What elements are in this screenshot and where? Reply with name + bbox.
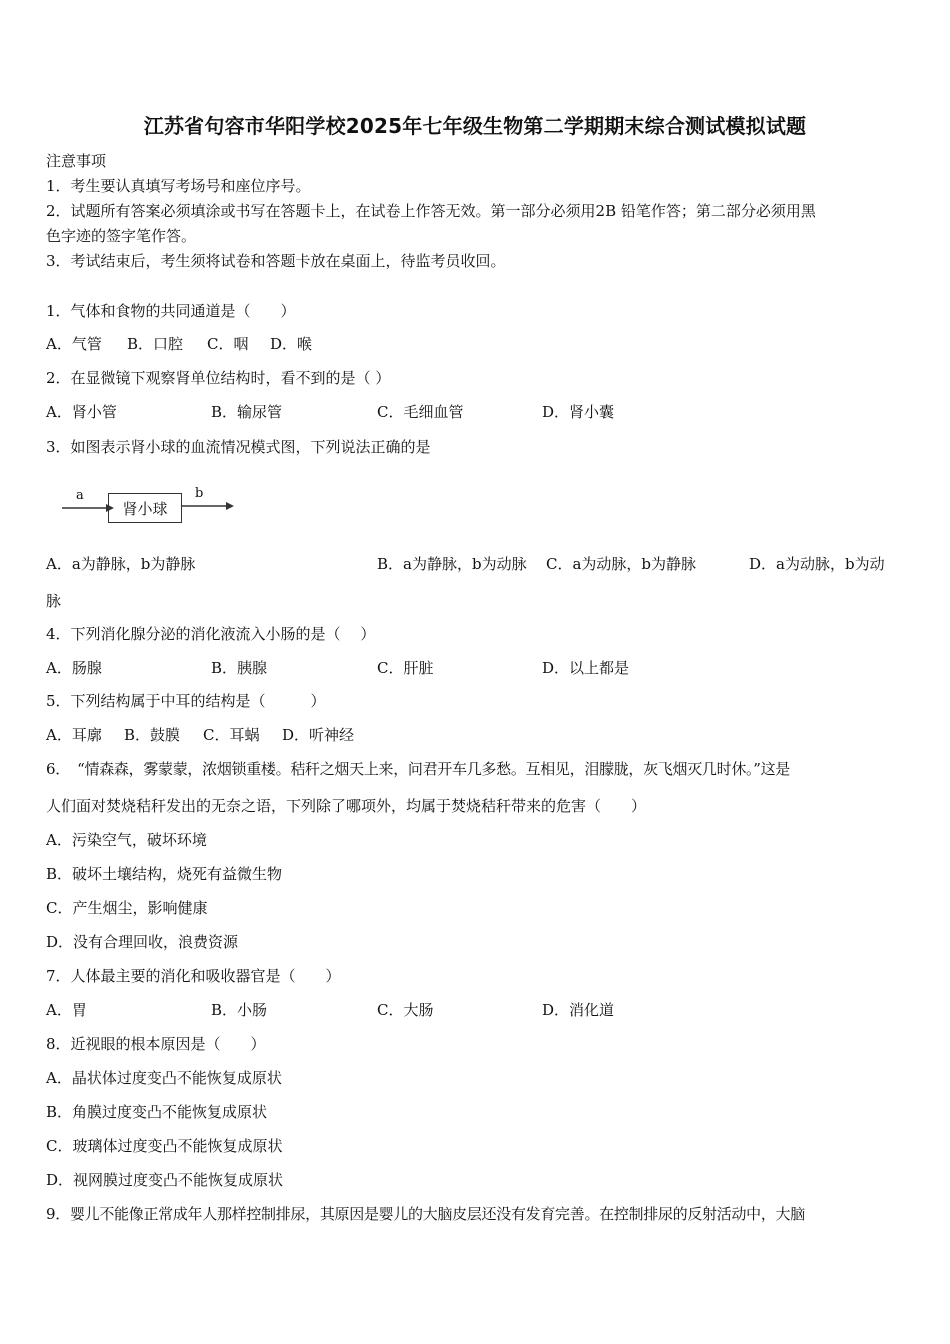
label-b: b <box>195 486 204 501</box>
q1-option-b: B．口腔 <box>127 335 184 353</box>
q5-option-d: D．听神经 <box>282 726 355 744</box>
q5-option-c: C．耳蜗 <box>203 726 260 744</box>
q2-option-b: B．输尿管 <box>211 403 283 421</box>
q7-option-a: A．胃 <box>46 1001 87 1019</box>
question-4-stem: 4．下列消化腺分泌的消化液流入小肠的是（ ） <box>46 625 376 643</box>
q2-option-a: A．肾小管 <box>46 403 117 421</box>
question-8-stem: 8．近视眼的根本原因是（ ） <box>46 1035 266 1053</box>
notice-item-1: 1．考生要认真填写考场号和座位序号。 <box>46 177 311 195</box>
question-6-stem-line1: 6． “情森森，雾蒙蒙，浓烟锁重楼。秸秆之烟天上来，问君开车几多愁。互相见，泪朦胧，灰飞烟灭几时休。”这是 <box>46 760 790 778</box>
q2-option-c: C．毛细血管 <box>377 403 464 421</box>
q7-option-b: B．小肠 <box>211 1001 268 1019</box>
glomerulus-box: 肾小球 <box>108 493 182 523</box>
q8-option-a: A．晶状体过度变凸不能恢复成原状 <box>46 1069 282 1087</box>
question-6-stem-line2: 人们面对焚烧秸秆发出的无奈之语，下列除了哪项外，均属于焚烧秸秆带来的危害（ ） <box>46 797 647 815</box>
q6-option-a: A．污染空气，破坏环境 <box>46 831 207 849</box>
label-a: a <box>76 488 84 503</box>
q5-option-b: B．鼓膜 <box>124 726 181 744</box>
q6-option-c: C．产生烟尘，影响健康 <box>46 899 208 917</box>
q4-option-c: C．肝脏 <box>377 659 434 677</box>
q6-option-d: D．没有合理回收，浪费资源 <box>46 933 239 951</box>
q3-option-d: D．a为动脉，b为动 <box>749 555 885 573</box>
q7-option-d: D．消化道 <box>542 1001 615 1019</box>
q3-option-a: A．a为静脉，b为静脉 <box>46 555 196 573</box>
notice-item-3: 3．考试结束后，考生须将试卷和答题卡放在桌面上，待监考员收回。 <box>46 252 506 270</box>
notice-item-2-cont: 色字迹的签字笔作答。 <box>46 227 197 245</box>
q1-option-c: C．咽 <box>207 335 249 353</box>
question-9-stem: 9．婴儿不能像正常成年人那样控制排尿，其原因是婴儿的大脑皮层还没有发育完善。在控制排尿的反射活动中，大脑 <box>46 1205 805 1223</box>
q6-option-b: B．破坏土壤结构，烧死有益微生物 <box>46 865 283 883</box>
q4-option-a: A．肠腺 <box>46 659 102 677</box>
q8-option-b: B．角膜过度变凸不能恢复成原状 <box>46 1103 268 1121</box>
q1-option-a: A．气管 <box>46 335 102 353</box>
notice-item-2: 2．试题所有答案必须填涂或书写在答题卡上，在试卷上作答无效。第一部分必须用2B 铅笔作答；第二部分必须用黑 <box>46 202 816 220</box>
q8-option-c: C．玻璃体过度变凸不能恢复成原状 <box>46 1137 283 1155</box>
q4-option-b: B．胰腺 <box>211 659 268 677</box>
question-5-stem: 5．下列结构属于中耳的结构是（ ） <box>46 692 326 710</box>
q5-option-a: A．耳廓 <box>46 726 102 744</box>
q8-option-d: D．视网膜过度变凸不能恢复成原状 <box>46 1171 284 1189</box>
q2-option-d: D．肾小囊 <box>542 403 615 421</box>
kidney-glomerulus-diagram <box>60 486 240 532</box>
page-title: 江苏省句容市华阳学校2025年七年级生物第二学期期末综合测试模拟试题 <box>143 114 807 138</box>
q1-option-d: D．喉 <box>270 335 313 353</box>
question-1-stem: 1．气体和食物的共同通道是（ ） <box>46 302 296 320</box>
question-7-stem: 7．人体最主要的消化和吸收器官是（ ） <box>46 967 341 985</box>
question-2-stem: 2．在显微镜下观察肾单位结构时，看不到的是（ ） <box>46 369 391 387</box>
question-3-stem: 3．如图表示肾小球的血流情况模式图，下列说法正确的是 <box>46 438 431 456</box>
q3-option-b: B．a为静脉，b为动脉 <box>377 555 527 573</box>
q3-option-c: C．a为动脉，b为静脉 <box>546 555 697 573</box>
notice-heading: 注意事项 <box>46 152 107 170</box>
q7-option-c: C．大肠 <box>377 1001 434 1019</box>
q3-option-d-cont: 脉 <box>46 592 62 610</box>
q4-option-d: D．以上都是 <box>542 659 630 677</box>
